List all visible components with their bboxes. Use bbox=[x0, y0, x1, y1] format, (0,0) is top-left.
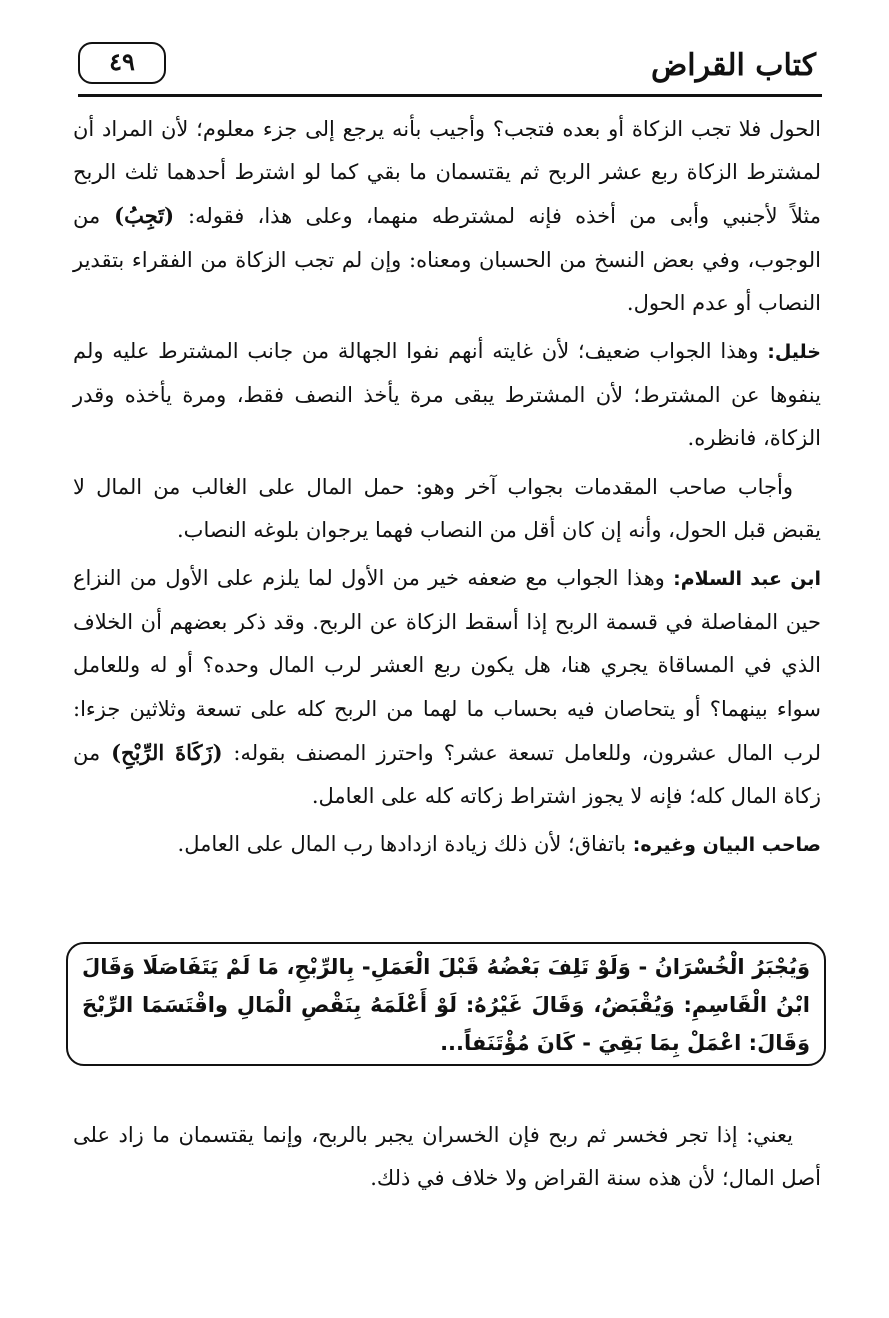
paragraph-5 bbox=[73, 823, 821, 867]
matn-text: وَيُجْبَرُ الْخُسْرَانُ - وَلَوْ تَلِفَ بَعْضُهُ قَبْلَ الْعَمَلِ- بِالرِّبْحِ، مَا لَمْ يَتَفَاصَلَا وَقَالَ ابْنُ الْقَاسِمِ: وَيُقْبَضُ، وَقَالَ غَيْرُهُ: لَوْ أَعْلَمَهُ بِنَقْصِ الْمَالِ واقْتَسَمَا الرِّبْحَ وَقَالَ: اعْمَلْ بِمَا بَقِيَ - كَانَ مُؤْتَنَفاً... bbox=[82, 955, 810, 1055]
paragraph-text: باتفاق؛ لأن ذلك زيادة ازدادها رب المال على العامل. bbox=[177, 832, 633, 857]
main-text bbox=[73, 108, 821, 867]
quoted-term: (تَجِبُ) bbox=[100, 203, 188, 229]
paragraph-4 bbox=[73, 557, 821, 818]
page-header bbox=[70, 38, 822, 100]
speaker-label: ابن عبد السلام: bbox=[673, 568, 821, 591]
chapter-title: كتاب القراض bbox=[651, 48, 816, 83]
commentary-paragraph: يعني: إذا تجر فخسر ثم ربح فإن الخسران يجبر بالربح، وإنما يقتسمان ما زاد على أصل المال؛ لأن هذه سنة القراض ولا خلاف في ذلك. bbox=[73, 1123, 821, 1191]
header-rule bbox=[78, 94, 822, 97]
quoted-term: (زَكَاةَ الرِّبْحِ) bbox=[100, 739, 234, 765]
paragraph-2 bbox=[73, 330, 821, 461]
paragraph-text-continued: من الوجوب، وفي بعض النسخ من الحسبان ومعناه: وإن لم تجب الزكاة من الفقراء بتقدير النصاب أو عدم الحول. bbox=[73, 204, 821, 315]
matn-box bbox=[66, 942, 826, 1066]
paragraph-text-continued: من زكاة المال كله؛ فإنه لا يجوز اشتراط زكاته كله على العامل. bbox=[73, 740, 821, 809]
page-number: ٤٩ bbox=[78, 42, 166, 84]
paragraph-text: وأجاب صاحب المقدمات بجواب آخر وهو: حمل المال على الغالب من المال لا يقبض قبل الحول، وأنه إن كان أقل من النصاب فهما يرجوان بلوغه النصاب. bbox=[73, 474, 821, 542]
speaker-label: صاحب البيان وغيره: bbox=[632, 834, 821, 857]
commentary-text bbox=[73, 1114, 821, 1200]
paragraph-text: وهذا الجواب ضعيف؛ لأن غايته أنهم نفوا الجهالة من جانب المشترط عليه ولم ينفوها عن المشترط؛ لأن المشترط يبقى مرة يأخذ النصف فقط، ومرة يأخذه وقدر الزكاة، فانظره. bbox=[73, 339, 821, 451]
paragraph-3 bbox=[73, 466, 821, 552]
speaker-label: خليل: bbox=[767, 341, 821, 364]
paragraph-text: وهذا الجواب مع ضعفه خير من الأول لما يلزم على الأول من النزاع حين المفاصلة في قسمة الربح إذا أسقط الزكاة عن الربح. وقد ذكر بعضهم أن الخلاف الذي في المساقاة يجري هنا، هل يكون ربع العشر لرب المال وحده؟ أو له وللعامل سواء بينهما؟ أو يتحاصان فيه بحساب ما لهما من الربح كله على تسعة وثلاثين جزءا: لرب المال عشرون، وللعامل تسعة عشر؟ واحترز المصنف بقوله: bbox=[73, 566, 821, 765]
paragraph-1 bbox=[73, 108, 821, 325]
paragraph-text: الحول فلا تجب الزكاة أو بعده فتجب؟ وأجيب بأنه يرجع إلى جزء معلوم؛ لأن المراد أن لمشترط الزكاة ربع عشر الربح ثم يقتسمان ما بقي كما لو اشترط أحدهما ثلث الربح مثلاً لأجنبي وأبى من أخذه فإنه لمشترطه منهما، وعلى هذا، فقوله: bbox=[73, 117, 821, 229]
